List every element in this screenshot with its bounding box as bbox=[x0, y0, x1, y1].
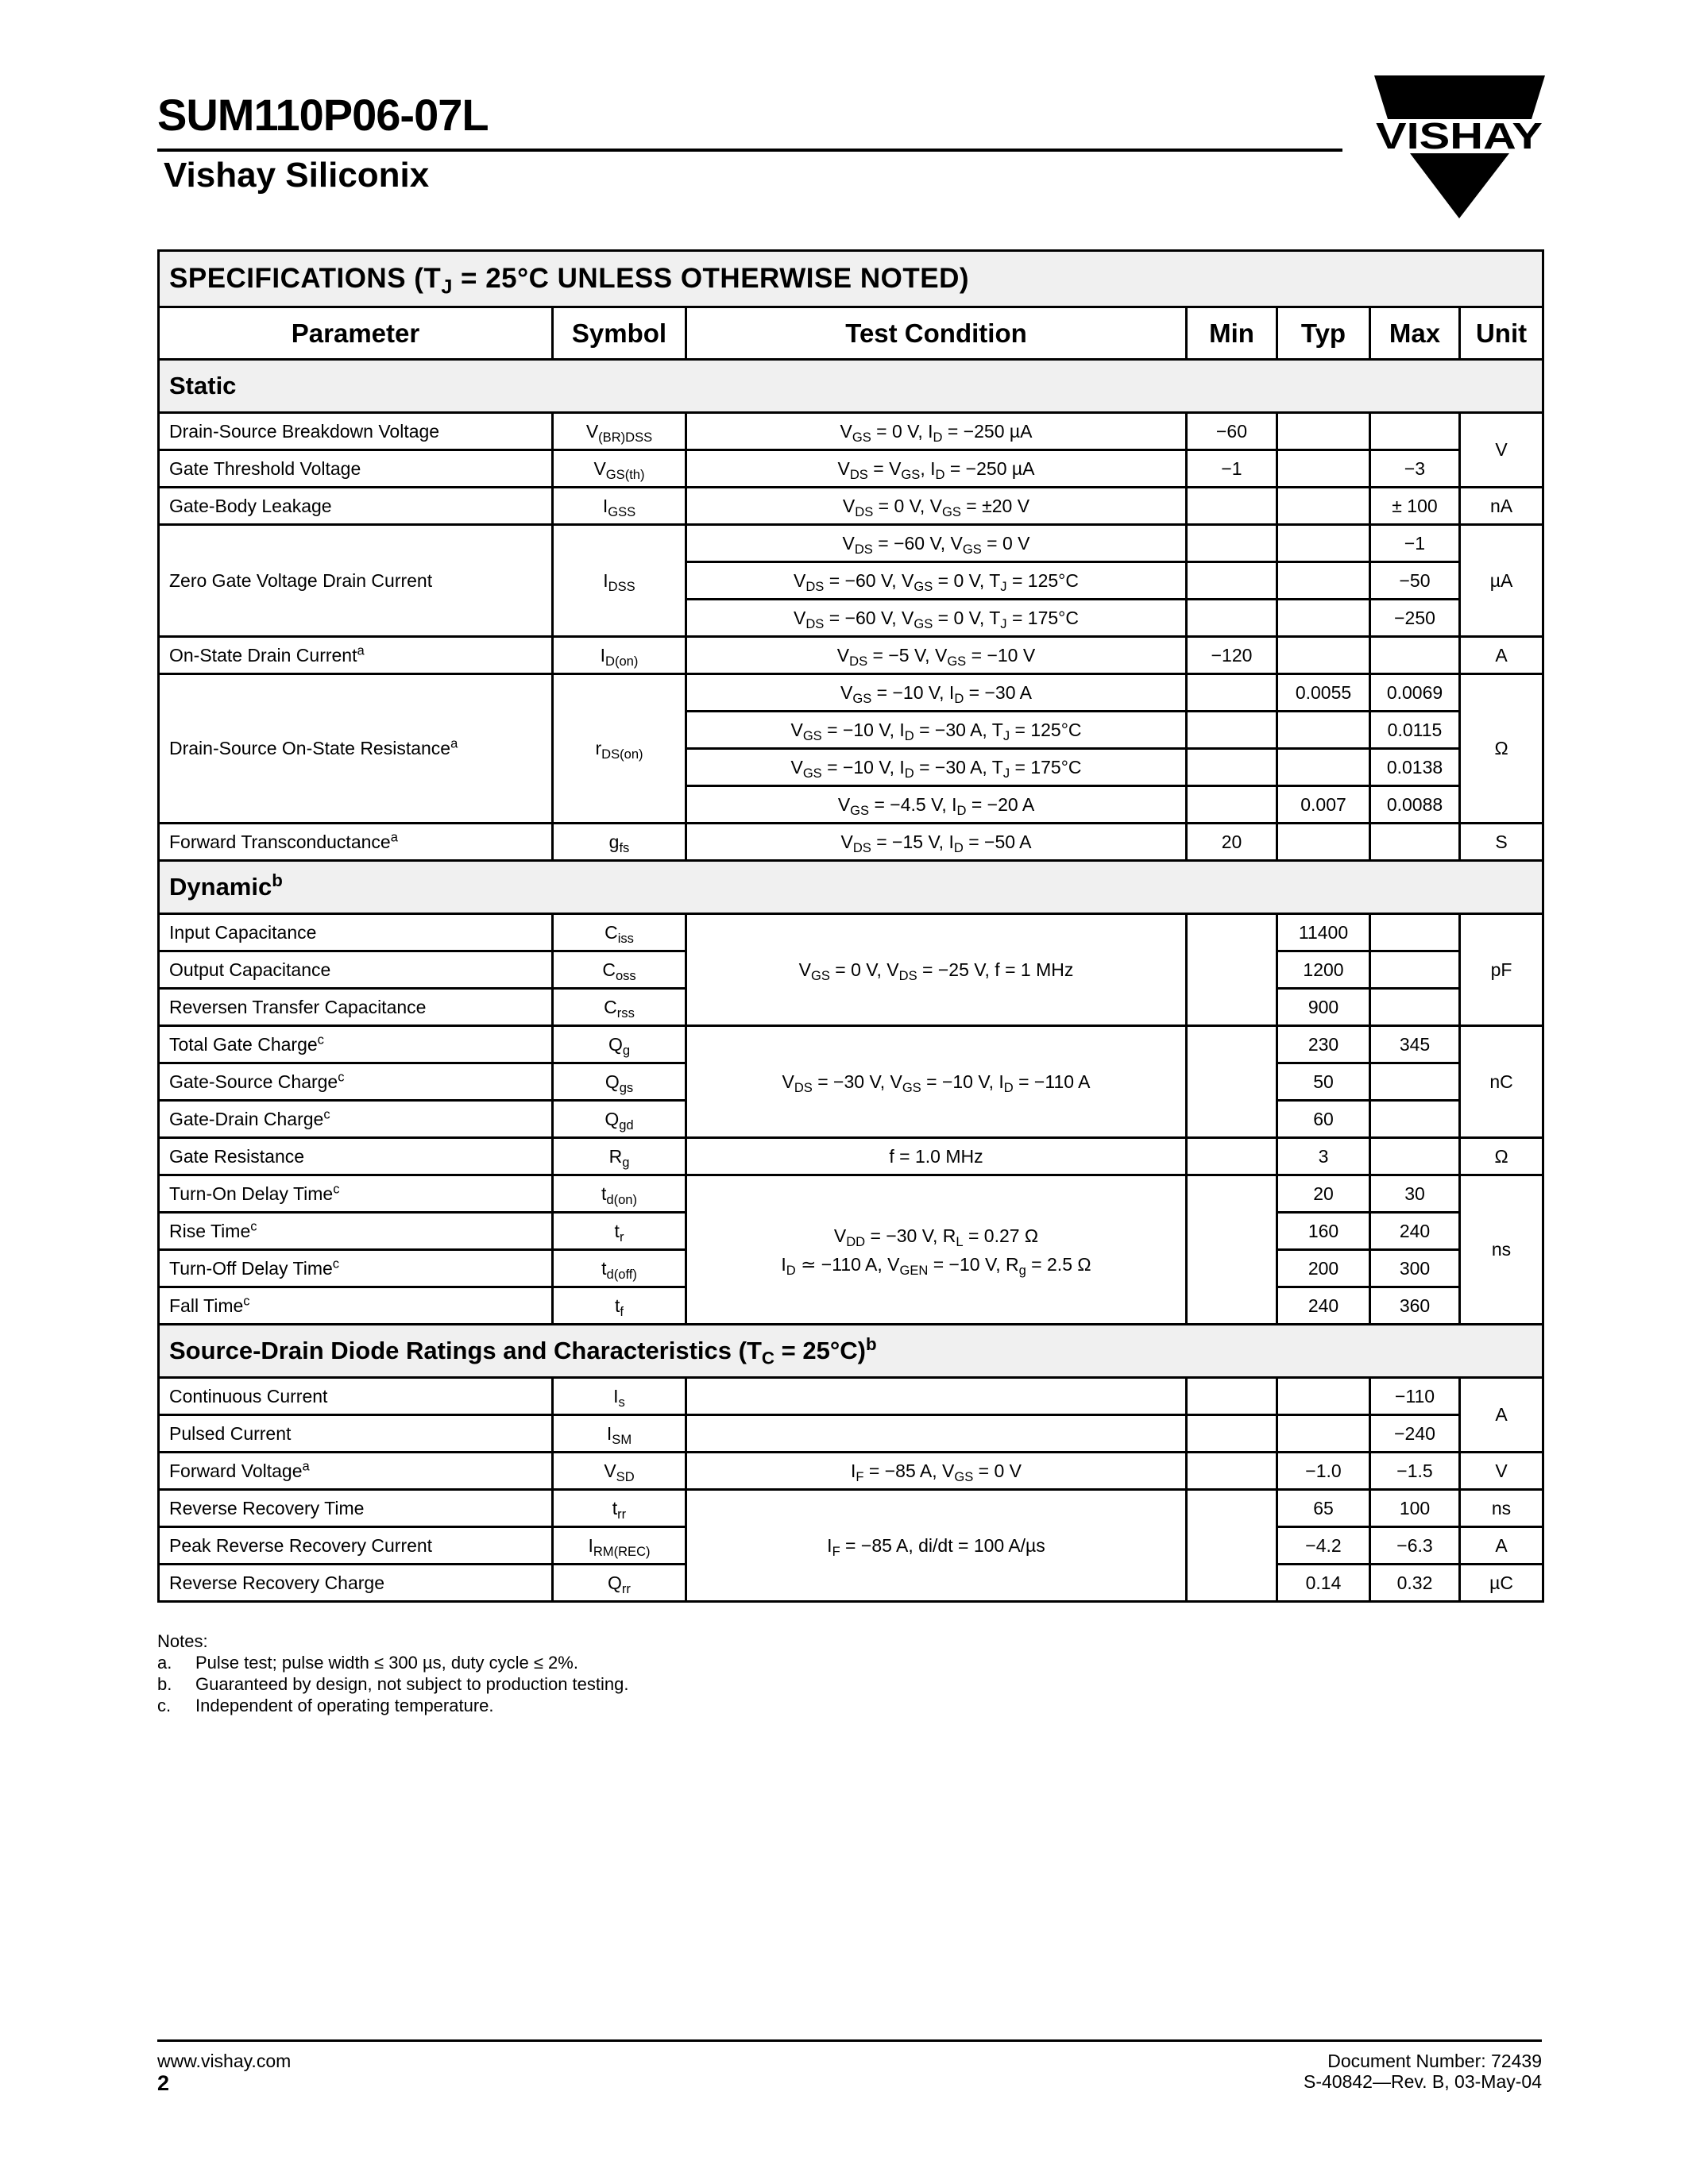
table-row: Gate-Source Charge$^c$ $Q_{gs}$ 50 bbox=[159, 1063, 1543, 1101]
table-row: Fall Time$^c$ $t_f$ 240 360 bbox=[159, 1287, 1543, 1325]
company-name: Vishay Siliconix bbox=[164, 156, 430, 195]
logo-top-bar bbox=[1374, 75, 1545, 119]
table-row: Zero Gate Voltage Drain Current $I_{DSS}$ $V_{DS} = -60$ V, $V_{GS} = 0$ V −1 µA bbox=[159, 525, 1543, 562]
section-source-drain: Source-Drain Diode Ratings and Characteristics $(T_C = 25^\circ C)^b$ bbox=[159, 1325, 1543, 1378]
table-title: SPECIFICATIONS ($T_J = 25^\circ C$ UNLESS OTHERWISE NOTED) bbox=[159, 251, 1543, 307]
table-row: Pulsed Current $I_{SM}$ −240 bbox=[159, 1415, 1543, 1453]
note-c: c. Independent of operating temperature. bbox=[157, 1696, 494, 1715]
table-row: Reverse Recovery Time $t_{rr}$ $I_F = -85$ A, di/dt = 100 A/µs 65 100 ns bbox=[159, 1490, 1543, 1527]
table-row: Gate Threshold Voltage $V_{GS(th)}$ $V_{DS} = V_{GS}$, $I_D = -250$ µA −1 −3 bbox=[159, 450, 1543, 488]
table-row: Turn-Off Delay Time$^c$ $t_{d(off)}$ 200 300 bbox=[159, 1250, 1543, 1287]
table-row: Reversen Transfer Capacitance $C_{rss}$ 900 bbox=[159, 989, 1543, 1026]
table-row: Gate-Body Leakage $I_{GSS}$ $V_{DS} = 0$ V, $V_{GS} = \pm 20$ V ± 100 nA bbox=[159, 488, 1543, 525]
col-test-condition: Test Condition bbox=[686, 307, 1187, 360]
section-static: Static bbox=[159, 360, 1543, 413]
table-row: Reverse Recovery Charge $Q_{rr}$ 0.14 0.32 µC bbox=[159, 1565, 1543, 1602]
table-row: On-State Drain Current$^a$ $I_{D(on)}$ $V_{DS} = -5$ V, $V_{GS} = -10$ V −120 A bbox=[159, 637, 1543, 674]
col-symbol: Symbol bbox=[553, 307, 686, 360]
col-typ: Typ bbox=[1277, 307, 1370, 360]
logo-text: VISHAY bbox=[1376, 115, 1543, 156]
table-row: Output Capacitance $C_{oss}$ 1200 bbox=[159, 951, 1543, 989]
table-row: Forward Voltage$^a$ $V_{SD}$ $I_F = -85$ A, $V_{GS} = 0$ V −1.0 −1.5 V bbox=[159, 1453, 1543, 1490]
table-row: Continuous Current $I_s$ −110 A bbox=[159, 1378, 1543, 1415]
notes-heading: Notes: bbox=[157, 1631, 208, 1651]
table-row: Total Gate Charge$^c$ $Q_g$ $V_{DS} = -30$ V, $V_{GS} = -10$ V, $I_D = -110$ A 230 345 nC bbox=[159, 1026, 1543, 1063]
table-row: $V_{GS} = -4.5$ V, $I_D = -20$ A 0.007 0.0088 bbox=[159, 786, 1543, 824]
table-row: $V_{GS} = -10$ V, $I_D = -30$ A, $T_J = 125^\circ C$ 0.0115 bbox=[159, 712, 1543, 749]
table-row: Drain-Source Breakdown Voltage $V_{(BR)DSS}$ $V_{GS} = 0$ V, $I_D = -250$ µA −60 V bbox=[159, 413, 1543, 450]
column-header-row bbox=[159, 307, 1543, 360]
table-row: Gate Resistance $R_g$ f = 1.0 MHz 3 Ω bbox=[159, 1138, 1543, 1175]
table-title-row bbox=[159, 251, 1543, 307]
document-number: Document Number: 72439 bbox=[1327, 2051, 1542, 2071]
footer-rule bbox=[157, 2039, 1542, 2042]
table-row: Forward Transconductance$^a$ $g_{fs}$ $V_{DS} = -15$ V, $I_D = -50$ A 20 S bbox=[159, 824, 1543, 861]
col-min: Min bbox=[1187, 307, 1277, 360]
table-row: $V_{GS} = -10$ V, $I_D = -30$ A, $T_J = 175^\circ C$ 0.0138 bbox=[159, 749, 1543, 786]
specifications-table bbox=[157, 249, 1544, 1603]
page-number: 2 bbox=[157, 2071, 170, 2095]
table-row: $V_{DS} = -60$ V, $V_{GS} = 0$ V, $T_J = 175^\circ C$ −250 bbox=[159, 600, 1543, 637]
footer-website[interactable]: www.vishay.com bbox=[157, 2051, 292, 2071]
section-dynamic: Dynamic$^b$ bbox=[159, 861, 1543, 914]
table-row: Gate-Drain Charge$^c$ $Q_{gd}$ 60 bbox=[159, 1101, 1543, 1138]
table-row: Turn-On Delay Time$^c$ $t_{d(on)}$ $V_{DD} = -30$ V, $R_L = 0.27$ Ω $I_D$ ≃ −110 A, $V_{GEN} = -10$ V, $R_g = 2.5$ Ω 20 30 ns bbox=[159, 1175, 1543, 1213]
vishay-logo bbox=[1374, 75, 1545, 218]
revision: S-40842—Rev. B, 03-May-04 bbox=[1304, 2071, 1542, 2092]
col-parameter: Parameter bbox=[159, 307, 553, 360]
notes bbox=[157, 1630, 628, 1716]
col-max: Max bbox=[1370, 307, 1460, 360]
table-row: Drain-Source On-State Resistance$^a$ $r_{DS(on)}$ $V_{GS} = -10$ V, $I_D = -30$ A 0.0055 0.0069 Ω bbox=[159, 674, 1543, 712]
note-b: b. Guaranteed by design, not subject to production testing. bbox=[157, 1674, 629, 1694]
note-a: a. Pulse test; pulse width ≤ 300 µs, duty cycle ≤ 2%. bbox=[157, 1653, 578, 1673]
table-row: Rise Time$^c$ $t_r$ 160 240 bbox=[159, 1213, 1543, 1250]
part-number: SUM110P06-07L bbox=[157, 90, 489, 140]
logo-triangle bbox=[1410, 153, 1509, 218]
table-row: Peak Reverse Recovery Current $I_{RM(REC)}$ −4.2 −6.3 A bbox=[159, 1527, 1543, 1565]
col-unit: Unit bbox=[1460, 307, 1543, 360]
table-row: $V_{DS} = -60$ V, $V_{GS} = 0$ V, $T_J = 125^\circ C$ −50 bbox=[159, 562, 1543, 600]
header-rule bbox=[157, 149, 1342, 152]
table-row: Input Capacitance $C_{iss}$ $V_{GS} = 0$ V, $V_{DS} = -25$ V, f = 1 MHz 11400 pF bbox=[159, 914, 1543, 951]
